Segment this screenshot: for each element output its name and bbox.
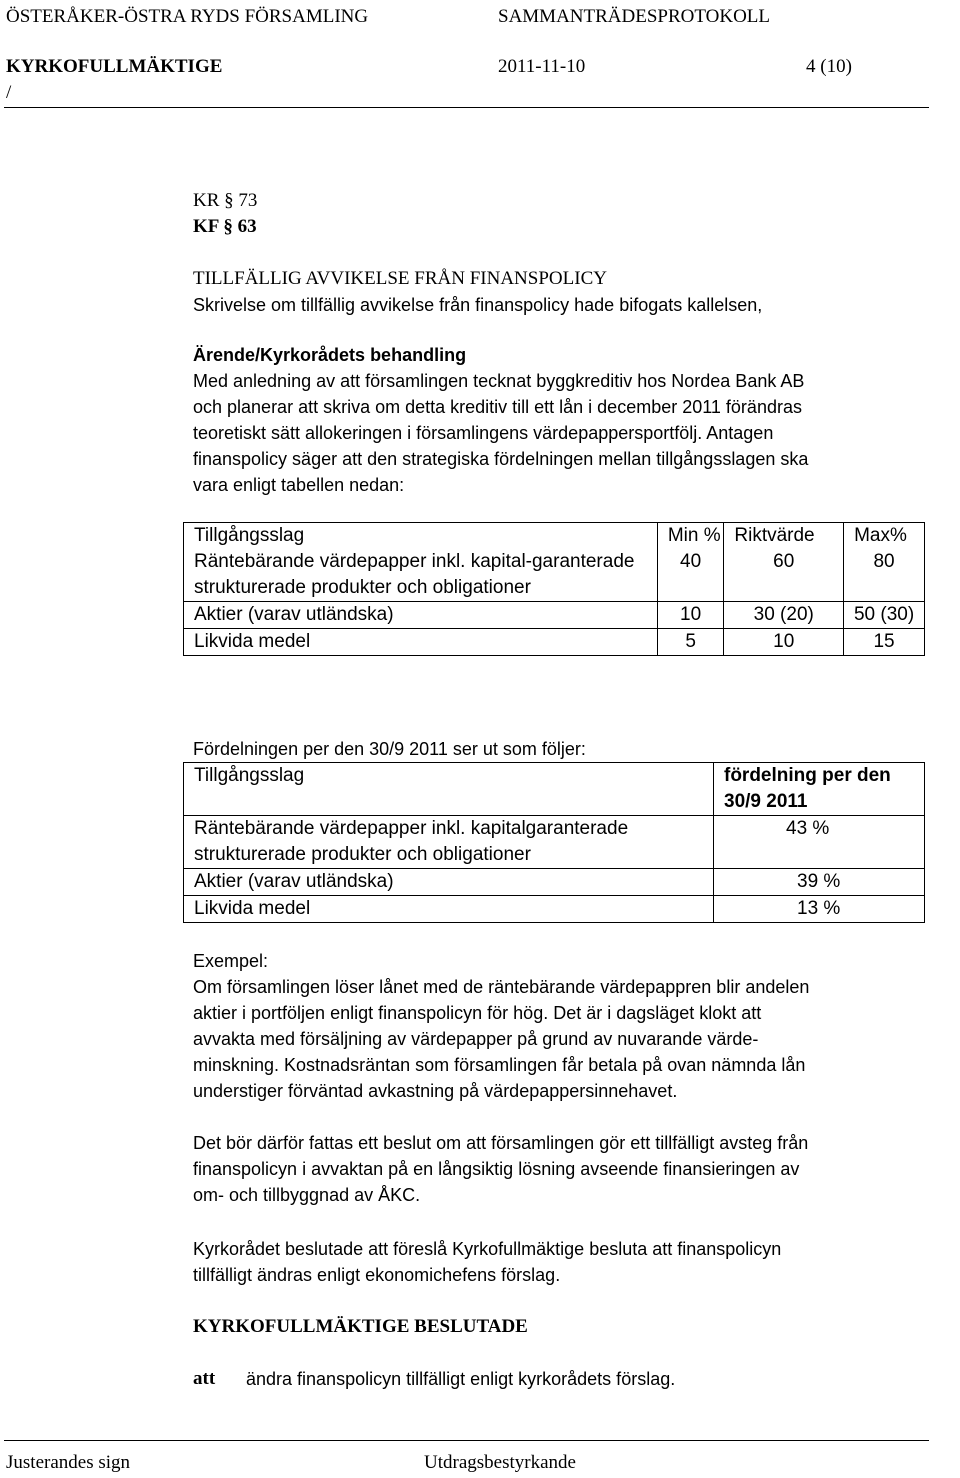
cell-asset: Aktier (varav utländska) [184,602,658,629]
council-line: Kyrkorådet beslutade att föreslå Kyrkofullmäktige besluta att finanspolicyn [193,1239,782,1259]
policy-table [183,522,925,656]
intro-text: Skrivelse om tillfällig avvikelse från finanspolicy hade bifogats kallelsen, [193,295,763,315]
example-line: avvakta med försäljning av värdepapper på grund av nuvarande värde- [193,1029,759,1049]
cell-asset: Räntebärande värdepapper inkl. kapitalgaranterade strukturerade produkter och obligationer [184,816,714,869]
col-header-asset: Tillgångsslag [184,523,658,550]
table-row [184,629,925,656]
cell-min: 5 [657,629,724,656]
table-row [184,869,925,896]
table-row [184,549,925,602]
proposal-line: Det bör därför fattas ett beslut om att församlingen gör ett tillfälligt avsteg från [193,1133,809,1153]
cell-min: 40 [657,549,724,602]
table-row [184,602,925,629]
cell-asset: Likvida medel [184,896,714,923]
example-line: understiger förväntad avkastning på värdepappersinnehavet. [193,1081,678,1101]
handling-line: och planerar att skriva om detta kreditiv till ett lån i december 2011 förändras [193,397,802,417]
col-header-min [657,523,724,550]
cell-min: 10 [657,602,724,629]
cell-target: 10 [724,629,844,656]
decision-text: ändra finanspolicyn tillfälligt enligt kyrkorådets förslag. [246,1369,676,1389]
header-page: 4 (10) [806,56,852,77]
handling-text [193,368,913,498]
header-slash: / [6,82,12,103]
proposal-line: om- och tillbyggnad av ÅKC. [193,1185,421,1205]
distribution-table [183,762,925,923]
ref-kr: KR § 73 [193,190,258,211]
council-decision-text [193,1236,913,1288]
cell-asset: Aktier (varav utländska) [184,869,714,896]
col-header-asset: Tillgångsslag [184,763,714,816]
col-header-distribution: fördelning per den 30/9 2011 [714,763,925,816]
example-line: Exempel: [193,951,269,971]
cell-share: 43 % [714,816,925,869]
header-date: 2011-11-10 [498,56,586,77]
handling-line: teoretiskt sätt allokeringen i församlingens värdepappersportfölj. Antagen [193,423,774,443]
council-line: tillfälligt ändras enligt ekonomichefens förslag. [193,1265,561,1285]
distribution-intro: Fördelningen per den 30/9 2011 ser ut som följer: [193,739,586,759]
cell-max: 50 (30) [844,602,925,629]
header-doc-type: SAMMANTRÄDESPROTOKOLL [498,6,771,27]
decision-prefix: att [193,1368,216,1389]
cell-asset: Räntebärande värdepapper inkl. kapital-garanterade strukturerade produkter och obligationer [184,549,658,602]
section-heading: Ärende/Kyrkorådets behandling [193,345,467,365]
footer-certify: Utdragsbestyrkande [424,1452,576,1473]
cell-target: 60 [724,549,844,602]
footer-sign: Justerandes sign [6,1452,131,1473]
example-line: aktier i portföljen enligt finanspolicyn för hög. Det är i dagsläget klokt att [193,1003,762,1023]
cell-target: 30 (20) [724,602,844,629]
handling-line: finanspolicy säger att den strategiska fördelningen mellan tillgångsslagen ska [193,449,809,469]
ref-kf: KF § 63 [193,216,257,237]
cell-share: 39 % [714,869,925,896]
header-rule [4,107,929,108]
case-title: TILLFÄLLIG AVVIKELSE FRÅN FINANSPOLICY [193,268,607,289]
col-header-min-text: Min % [667,525,721,546]
footer-rule [4,1440,929,1441]
table-header-row [184,763,925,816]
cell-max: 15 [844,629,925,656]
cell-max: 80 [844,549,925,602]
decision-heading: KYRKOFULLMÄKTIGE BESLUTADE [193,1316,528,1337]
col-header-max: Max% [844,523,925,550]
handling-line: vara enligt tabellen nedan: [193,475,405,495]
example-line: minskning. Kostnadsräntan som församlingen får betala på ovan nämnda lån [193,1055,806,1075]
cell-asset: Likvida medel [184,629,658,656]
table-row [184,896,925,923]
header-parish: ÖSTERÅKER-ÖSTRA RYDS FÖRSAMLING [6,6,369,27]
table-row [184,816,925,869]
header-body: KYRKOFULLMÄKTIGE [6,56,223,77]
proposal-line: finanspolicyn i avvaktan på en långsiktig lösning avseende finansieringen av [193,1159,800,1179]
example-line: Om församlingen löser lånet med de räntebärande värdepappren blir andelen [193,977,810,997]
col-header-target: Riktvärde [724,523,844,550]
example-text [193,948,913,1104]
table-header-row [184,523,925,550]
cell-share: 13 % [714,896,925,923]
handling-line: Med anledning av att församlingen tecknat byggkreditiv hos Nordea Bank AB [193,371,805,391]
proposal-text [193,1130,913,1208]
